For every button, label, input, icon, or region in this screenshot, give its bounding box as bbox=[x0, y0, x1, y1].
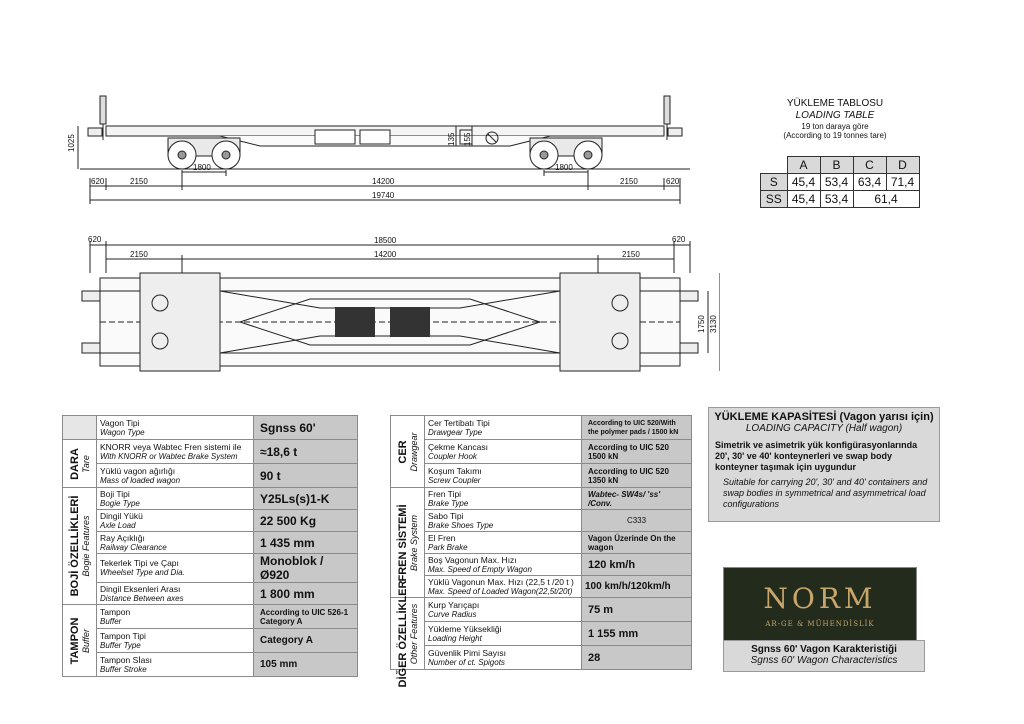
plan-dim-outer-1: 18500 bbox=[374, 236, 397, 245]
lt-s-d: 71,4 bbox=[886, 174, 919, 191]
lt-ss-a: 45,4 bbox=[787, 191, 820, 208]
plan-dim-right-0: 1750 bbox=[697, 315, 706, 333]
dim-bottom-5: 2150 bbox=[620, 177, 638, 186]
drawgear-row-1-value: According to UIC 520 1500 kN bbox=[582, 440, 692, 464]
bogie-row-0-label: Boji Tipi Bogie Type bbox=[97, 488, 254, 510]
drawgear-row-0-label: Cer Tertibatı Tipi Drawgear Type bbox=[425, 416, 582, 440]
group-drawgear: CER Drawgear bbox=[391, 416, 425, 488]
other-row-1-value: 1 155 mm bbox=[582, 622, 692, 646]
bogie-row-2-value: 1 435 mm bbox=[254, 532, 358, 554]
brand-sub: AR-GE & MÜHENDİSLİK bbox=[765, 620, 875, 628]
bogie-row-4-label: Dingil Eksenleri Arası Distance Between axes bbox=[97, 583, 254, 605]
other-row-2-label: Güvenlik Pimi Sayısı Number of ct. Spigots bbox=[425, 646, 582, 670]
side-view-drawing bbox=[60, 90, 700, 215]
loading-table-note-en: (According to 19 tonnes tare) bbox=[783, 131, 887, 140]
capacity-title-tr: YÜKLEME KAPASİTESİ (Vagon yarısı için) bbox=[714, 411, 934, 423]
bogie-row-1-label: Dingil Yükü Axle Load bbox=[97, 510, 254, 532]
lt-header-d: D bbox=[886, 157, 919, 174]
lt-s-c: 63,4 bbox=[853, 174, 886, 191]
loading-capacity-box bbox=[708, 407, 940, 522]
lt-header-c: C bbox=[853, 157, 886, 174]
loading-table bbox=[760, 156, 920, 208]
plan-dim-inner-0: 2150 bbox=[130, 250, 148, 259]
norm-logo bbox=[723, 567, 917, 642]
buffer-row-2-value: 105 mm bbox=[254, 653, 358, 677]
lt-ss-cd: 61,4 bbox=[853, 191, 919, 208]
dim-bottom-1: 2150 bbox=[130, 177, 148, 186]
tare-row-0-label: KNORR veya Wabtec Fren sistemi ile With KNORR or Wabtec Brake System bbox=[97, 440, 254, 464]
brake-row-0-label: Fren Tipi Brake Type bbox=[425, 488, 582, 510]
buffer-row-2-label: Tampon Sİası Buffer Stroke bbox=[97, 653, 254, 677]
drawgear-row-0-value: According to UIC 520/With the polymer pads / 1500 kN bbox=[582, 416, 692, 440]
dim-135: 135 bbox=[447, 132, 456, 146]
dim-bottom-3: 14200 bbox=[372, 177, 395, 186]
wagon-type-label: Vagon Tipi Wagon Type bbox=[97, 416, 254, 440]
buffer-row-0-label: Tampon Buffer bbox=[97, 605, 254, 629]
bogie-row-3-label: Tekerlek Tipi ve Çapı Wheelset Type and Dia. bbox=[97, 554, 254, 583]
dim-bottom-0: 620 bbox=[91, 177, 105, 186]
plan-dim-inner-1: 14200 bbox=[374, 250, 397, 259]
tare-row-1-value: 90 t bbox=[254, 464, 358, 488]
brand-name: NORM bbox=[763, 582, 877, 615]
loading-table-title-tr: YÜKLEME TABLOSU bbox=[786, 98, 884, 109]
capacity-title-en: LOADING CAPACITY (Half wagon) bbox=[745, 423, 903, 434]
brake-row-1-value: C333 bbox=[582, 510, 692, 532]
buffer-row-1-value: Category A bbox=[254, 629, 358, 653]
group-brake: FREN SİSTEMİ Brake System bbox=[391, 488, 425, 598]
group-tare: DARA Tare bbox=[63, 440, 97, 488]
spec-table-right bbox=[390, 415, 692, 687]
other-row-2-value: 28 bbox=[582, 646, 692, 670]
buffer-row-0-value: According to UIC 526-1 Category A bbox=[254, 605, 358, 629]
brake-row-4-label: Yüklü Vagonun Max. Hızı (22,5 t /20 t ) Max. Speed of Loaded Wagon(22,5t/20t) bbox=[425, 576, 582, 598]
plan-dim-outer-2: 620 bbox=[672, 235, 686, 244]
wagon-type-value: Sgnss 60' bbox=[254, 416, 358, 440]
dim-overall: 19740 bbox=[372, 191, 395, 200]
drawgear-row-2-value: According to UIC 520 1350 kN bbox=[582, 464, 692, 488]
tare-row-0-value: ≈18,6 t bbox=[254, 440, 358, 464]
dim-height: 1025 bbox=[67, 134, 76, 152]
plan-dim-inner-2: 2150 bbox=[622, 250, 640, 259]
other-row-0-value: 75 m bbox=[582, 598, 692, 622]
group-bogie: BOJİ ÖZELLİKLERİ Bogie Features bbox=[63, 488, 97, 605]
dim-bottom-2: 1800 bbox=[193, 163, 211, 172]
dim-bottom-4: 1800 bbox=[555, 163, 573, 172]
wagon-caption bbox=[723, 640, 925, 672]
bogie-row-1-value: 22 500 Kg bbox=[254, 510, 358, 532]
other-row-1-label: Yükleme Yüksekliği Loading Height bbox=[425, 622, 582, 646]
lt-s-a: 45,4 bbox=[787, 174, 820, 191]
dim-bottom-6: 620 bbox=[666, 177, 680, 186]
drawgear-row-2-label: Koşum Takımı Screw Coupler bbox=[425, 464, 582, 488]
lt-row-ss-label: SS bbox=[761, 191, 788, 208]
bogie-row-2-label: Ray Açıklığı Railway Clearance bbox=[97, 532, 254, 554]
brake-row-3-label: Boş Vagonun Max. Hızı Max. Speed of Empty Wagon bbox=[425, 554, 582, 576]
other-row-0-label: Kurp Yarıçapı Curve Radius bbox=[425, 598, 582, 622]
loading-table-note-tr: 19 ton daraya göre bbox=[801, 122, 869, 131]
capacity-desc-tr: Simetrik ve asimetrik yük konfigürasyonlarında 20', 30' ve 40' konteynerleri ve swap body konteyner taşımak için uygundur bbox=[715, 440, 918, 472]
lt-row-s-label: S bbox=[761, 174, 788, 191]
brake-row-2-value: Vagon Üzerinde On the wagon bbox=[582, 532, 692, 554]
plan-dim-right-1: 3130 bbox=[709, 315, 718, 333]
buffer-row-1-label: Tampon Tipi Buffer Type bbox=[97, 629, 254, 653]
loading-table-title bbox=[740, 98, 930, 140]
bogie-row-4-value: 1 800 mm bbox=[254, 583, 358, 605]
bogie-row-0-value: Y25Ls(s)1-K bbox=[254, 488, 358, 510]
group-buffer: TAMPON Buffer bbox=[63, 605, 97, 677]
brake-row-1-label: Sabo Tipi Brake Shoes Type bbox=[425, 510, 582, 532]
brake-row-2-label: El Fren Park Brake bbox=[425, 532, 582, 554]
bogie-row-3-value: Monoblok / Ø920 bbox=[254, 554, 358, 583]
wagon-caption-en: Sgnss 60' Wagon Characteristics bbox=[750, 655, 898, 666]
wagon-caption-tr: Sgnss 60' Vagon Karakteristiği bbox=[751, 644, 897, 655]
capacity-desc-en: Suitable for carrying 20', 30' and 40' containers and swap bodies in symmetrical and asymmetrical load configurations bbox=[723, 477, 928, 509]
tare-row-1-label: Yüklü vagon ağırlığı Mass of loaded wagon bbox=[97, 464, 254, 488]
lt-header-a: A bbox=[787, 157, 820, 174]
drawgear-row-1-label: Çekme Kancası Coupler Hook bbox=[425, 440, 582, 464]
plan-view-drawing bbox=[60, 233, 720, 383]
plan-dim-outer-0: 620 bbox=[88, 235, 102, 244]
brake-row-4-value: 100 km/h/120km/h bbox=[582, 576, 692, 598]
brake-row-0-value: Wabtec- SW4s/ 'ss' /Conv. bbox=[582, 488, 692, 510]
brake-row-3-value: 120 km/h bbox=[582, 554, 692, 576]
lt-header-b: B bbox=[820, 157, 853, 174]
lt-ss-b: 53,4 bbox=[820, 191, 853, 208]
loading-table-title-en: LOADING TABLE bbox=[795, 110, 875, 121]
spec-table-left bbox=[62, 415, 358, 677]
dim-155: 155 bbox=[463, 132, 472, 146]
group-other: DİĞER ÖZELLİKLER Other Features bbox=[391, 598, 425, 670]
lt-s-b: 53,4 bbox=[820, 174, 853, 191]
